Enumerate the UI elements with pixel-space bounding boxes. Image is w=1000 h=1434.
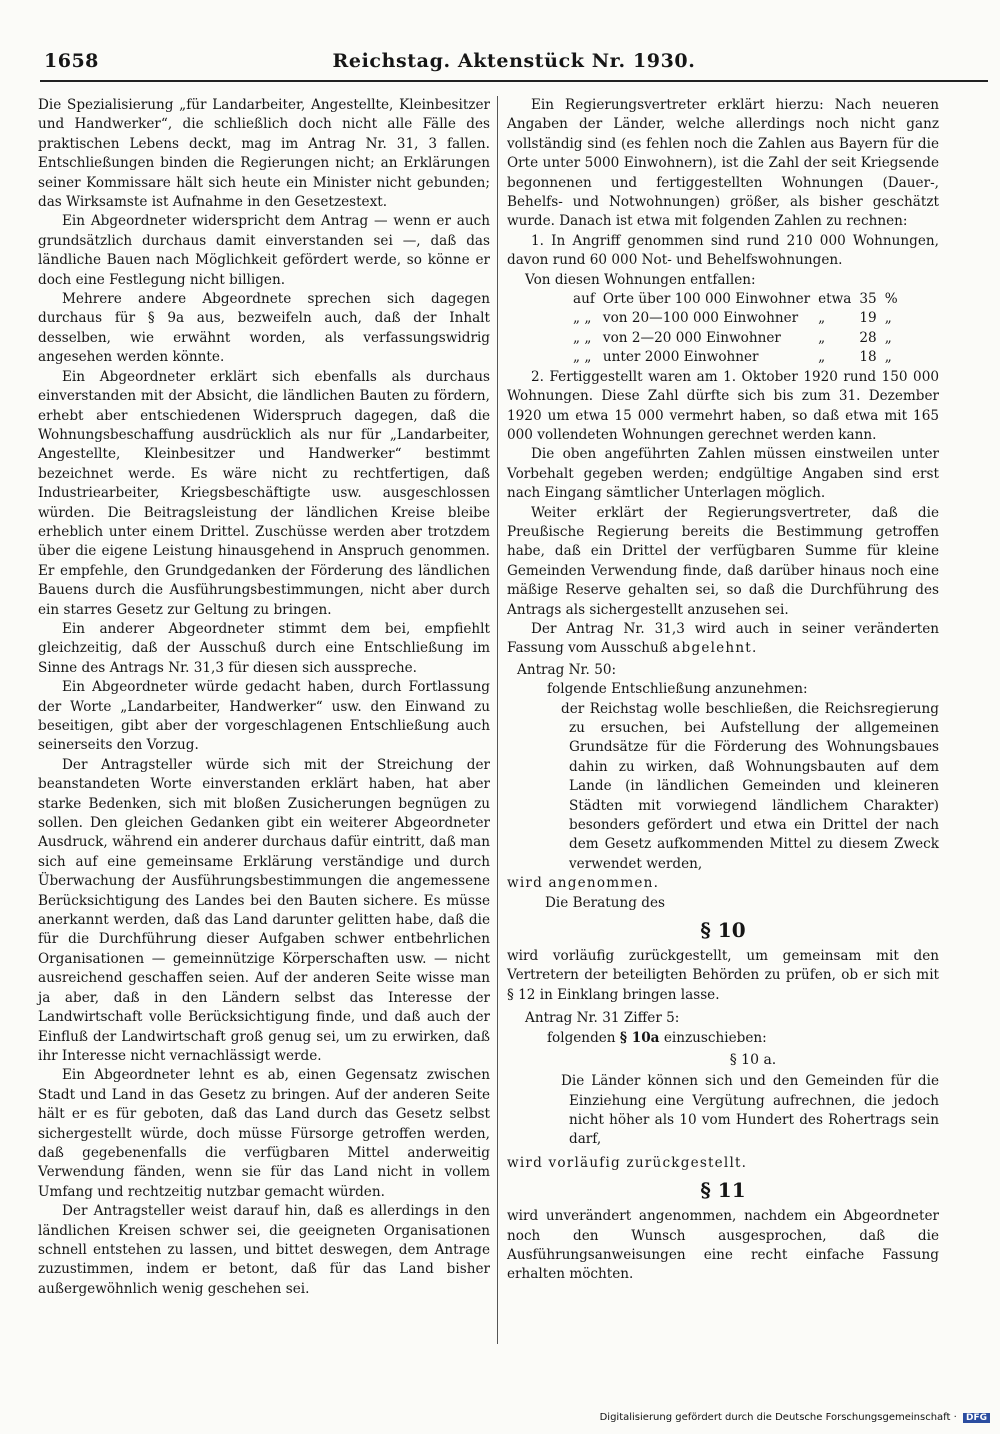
section-10-heading: § 10 xyxy=(700,918,746,943)
table-row xyxy=(569,290,902,309)
lead-text: einzuschieben: xyxy=(663,1029,767,1046)
row-prefix: „ „ xyxy=(573,329,592,346)
rejection-verdict: abgelehnt. xyxy=(672,640,758,657)
lead-text: folgenden xyxy=(547,1029,616,1046)
paragraph: Die Spezialisierung „für Landarbeiter, Angestellte, Kleinbesitzer und Handwerker“, die schließlich doch nicht alle Fälle des praktischen Lebens deckt, mag im Antrag Nr. 31, 3 fallen. Entschließungen binden die Regierungen nicht; an Erklärungen seiner Kommissare hält sich heute ein Minister nicht gebunden; das Wirksamste ist Aufnahme in den Gesetzestext. xyxy=(38,97,490,211)
paragraph: Die oben angeführten Zahlen müssen einstweilen unter Vorbehalt gegeben werden; endgültige Angaben sind erst nach Eingang sämtlicher Unterlagen möglich. xyxy=(507,446,939,502)
row-unit: „ xyxy=(884,349,892,366)
row-approx: „ xyxy=(818,329,826,346)
paragraph: Ein Abgeordneter lehnt es ab, einen Gegensatz zwischen Stadt und Land in das Gesetz zu bringen. Auf der anderen Seite hält er es für geboten, daß das Land durch das Gesetz selbst sichergestellt würde, doch müsse Fürsorge getroffen werden, daß gegebenenfalls die verfügbaren Mittel anderweitig Verwendung fänden, wenn sie für das Land nicht in vollem Umfang und rechtzeitig nutzbar gemacht würden. xyxy=(38,1067,490,1200)
paragraph: Ein Abgeordneter würde gedacht haben, durch Fortlassung der Worte „Landarbeiter, Handwerker“ usw. den Einwand zu beseitigen, gibt aber der vorgeschlagenen Entschließung auch seinerseits den Vorzug. xyxy=(38,679,490,754)
page-number: 1658 xyxy=(44,50,99,72)
numbered-point: 1. In Angriff genommen sind rund 210 000 Wohnungen, davon rund 60 000 Not- und Behelfswohnungen. xyxy=(507,232,939,269)
paragraph: wird vorläufig zurückgestellt, um gemeinsam mit den Vertretern der beteiligten Behörden zu prüfen, ob er sich mit § 12 in Einklang bringen lasse. xyxy=(507,948,939,1003)
accepted-verdict: wird angenommen. xyxy=(507,875,660,892)
column-divider xyxy=(497,96,498,1344)
rejection-text: Der Antrag Nr. 31,3 wird auch in seiner veränderten Fassung vom Ausschuß xyxy=(507,620,939,657)
row-prefix: „ „ xyxy=(573,310,592,327)
running-title: Reichstag. Aktenstück Nr. 1930. xyxy=(332,50,696,72)
paragraph: Weiter erklärt der Regierungsvertreter, daß die Preußische Regierung bereits die Bestimmung getroffen habe, daß ein Drittel der verfügbaren Summe für kleine Gemeinden Verwendung finde, daß darüber hinaus noch eine mäßige Reserve gehalten sei, so daß die Durchführung des Antrags als sichergestellt anzusehen sei. xyxy=(507,504,939,618)
paragraph: Mehrere andere Abgeordnete sprechen sich dagegen durchaus für § 9a aus, bezweifeln auch, daß der Inhalt desselben, wie erwähnt worden, als verfassungswidrig angesehen werden könnte. xyxy=(38,291,490,366)
antrag-body: der Reichstag wolle beschließen, die Reichsregierung zu ersuchen, bei Aufstellung der allgemeinen Grundsätze für die Förderung des Wohnungsbaues dahin zu wirken, daß Wohnungsbauten auf dem Lande (in ländlichen Gemeinden und kleineren Städten mit vorwiegend ländlichem Charakter) besonders gefördert und etwa ein Drittel der nach dem Gesetz aufkommenden Mittel zu diesem Zweck verwendet werden, xyxy=(561,700,939,872)
row-value: 18 xyxy=(859,349,877,366)
antrag-heading: Antrag Nr. 50: xyxy=(517,661,617,678)
row-prefix: auf xyxy=(573,291,595,308)
row-value: 28 xyxy=(859,329,877,346)
paragraph: Der Antragsteller würde sich mit der Streichung der beanstandeten Worte einverstanden erklärt haben, hat aber starke Bedenken, sich mit bloßen Zusicherungen begnügen zu sollen. Den gleichen Gedanken gibt ein weiterer Abgeordneter Ausdruck, während ein anderer durchaus dafür eintritt, daß man sich auf eine gemeinsame Erklärung verständige und durch Überwachung der Ausführungsbestimmungen die angemessene Berücksichtigung des Landes bei den Bauten sichere. Es müsse anerkannt werden, daß das Land darunter gelitten habe, daß die für die Durchführung dieser Aufgaben schwer entbehrlichen Organisationen — gemeinnützige Körperschaften usw. — nicht ausreichend geschaffen seien. Auf der anderen Seite wisse man ja aber, daß in den Ländern selbst das Interesse der Landwirtschaft volle Berücksichtigung finde, und daß auch der Einfluß der Landwirtschaft groß genug sei, um zu erwirken, daß ihr Interesse nicht vernachlässigt werde. xyxy=(38,756,490,1064)
deferred-verdict: wird vorläufig zurückgestellt. xyxy=(507,1154,748,1171)
page-header xyxy=(40,50,988,78)
numbered-point: 2. Fertiggestellt waren am 1. Oktober 1920 rund 150 000 Wohnungen. Diese Zahl dürfte sich bis zum 31. Dezember 1920 um etwa 15 000 vermehrt haben, so daß etwa mit 165 000 vollendeten Wohnungen gerechnet werden kann. xyxy=(507,368,939,443)
table-row xyxy=(569,309,902,328)
housing-stats-table xyxy=(569,290,902,368)
row-value: 19 xyxy=(859,310,877,327)
row-label: von 2—20 000 Einwohner xyxy=(602,329,781,346)
beratung-line: Die Beratung des xyxy=(545,894,665,911)
paragraph: Ein Abgeordneter widerspricht dem Antrag — wenn er auch grundsätzlich durchaus damit einverstanden sei —, daß das ländliche Bauen nach Möglichkeit gefördert werde, so könne er doch eine Festlegung nicht billigen. xyxy=(38,213,490,288)
paragraph: wird unverändert angenommen, nachdem ein Abgeordneter noch den Wunsch ausgesprochen, daß die Ausführungsanweisungen eine recht einfache Fassung erhalten möchten. xyxy=(507,1208,939,1283)
table-row xyxy=(569,329,902,348)
dfg-logo: DFG xyxy=(963,1413,990,1423)
row-label: Orte über 100 000 Einwohner xyxy=(602,291,811,308)
section-10a-text: Die Länder können sich und den Gemeinden für die Einziehung eine Vergütung aufrechnen, die jedoch nicht höher als 10 vom Hundert des Rohertrags sein darf, xyxy=(561,1073,939,1148)
paragraph: Ein Regierungsvertreter erklärt hierzu: Nach neueren Angaben der Länder, welche allerdings noch nicht ganz vollständig sind (es fehlen noch die Zahlen aus Bayern für die Orte unter 5000 Einwohnern), ist die Zahl der seit Kriegsende begonnenen und fertiggestellten Wohnungen (Dauer-, Behelfs- und Notwohnungen) größer, als bisher geschätzt wurde. Danach ist etwa mit folgenden Zahlen zu rechnen: xyxy=(507,97,939,230)
row-approx: „ xyxy=(818,349,826,366)
row-approx: etwa xyxy=(818,291,852,308)
table-row xyxy=(569,348,902,367)
row-prefix: „ „ xyxy=(573,349,592,366)
footer-text: Digitalisierung gefördert durch die Deutsche Forschungsgemeinschaft · xyxy=(599,1412,957,1423)
row-unit: „ xyxy=(884,329,892,346)
row-approx: „ xyxy=(818,310,826,327)
header-rule xyxy=(40,80,988,82)
paragraph: Ein anderer Abgeordneter stimmt dem bei, empfiehlt gleichzeitig, daß der Ausschuß durch eine Entschließung im Sinne des Antrags Nr. 31,3 für diesen sich ausspreche. xyxy=(38,620,490,676)
left-column xyxy=(38,96,490,1299)
row-unit: % xyxy=(884,291,898,308)
right-column xyxy=(507,96,939,1285)
row-label: unter 2000 Einwohner xyxy=(602,349,759,366)
subheading: Von diesen Wohnungen entfallen: xyxy=(525,271,756,288)
digitization-footer xyxy=(600,1412,990,1423)
row-value: 35 xyxy=(859,291,877,308)
antrag-heading: Antrag Nr. 31 Ziffer 5: xyxy=(525,1010,680,1027)
paragraph xyxy=(507,620,939,659)
antrag-lead: folgende Entschließung anzunehmen: xyxy=(547,681,808,698)
row-label: von 20—100 000 Einwohner xyxy=(602,310,799,327)
antrag-lead xyxy=(507,1029,939,1048)
section-11-heading: § 11 xyxy=(700,1178,746,1203)
paragraph: Ein Abgeordneter erklärt sich ebenfalls als durchaus einverstanden mit der Absicht, die ländlichen Bauten zu fördern, erhebt aber entschiedenen Widerspruch dagegen, daß die Wohnungsbeschaffung ausdrücklich als nur für „Landarbeiter, Angestellte, Kleinbesitzer und Handwerker“ bestimmt bezeichnet werde. Es wäre nicht zu rechtfertigen, daß Industriearbeiter, Kriegsbeschäftigte usw. ausgeschlossen würden. Die Beitragsleistung der ländlichen Kreise bleibe erheblich unter einem Drittel. Zuschüsse werden aber trotzdem über die eigene Leistung hinausgehend in Anspruch genommen. Er empfehle, den Grundgedanken der Förderung des ländlichen Bauens durch die Ausführungsbestimmungen, nicht aber durch ein starres Gesetz zur Geltung zu bringen. xyxy=(38,368,490,618)
row-unit: „ xyxy=(884,310,892,327)
section-10a-heading: § 10 a. xyxy=(729,1052,777,1069)
paragraph: Der Antragsteller weist darauf hin, daß es allerdings in den ländlichen Kreisen schwer sei, die geeigneten Organisationen schnell entstehen zu lassen, und bittet deswegen, dem Antrage zuzustimmen, indem er betont, daß für das Land bisher außergewöhnlich wenig geschehen sei. xyxy=(38,1203,490,1297)
section-ref: § 10a xyxy=(619,1029,660,1046)
